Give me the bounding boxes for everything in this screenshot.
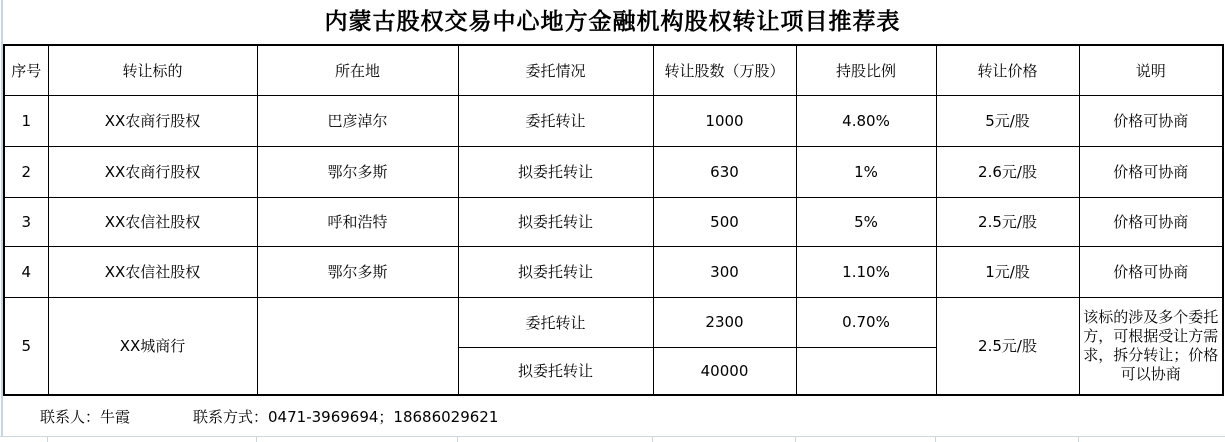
gridline — [457, 437, 458, 442]
cell-shares: 500 — [653, 197, 796, 246]
cell-shares: 40000 — [653, 347, 796, 395]
gridline — [935, 437, 936, 442]
cell-target: XX城商行 — [48, 297, 257, 395]
cell-ratio: 0.70% — [796, 297, 936, 347]
header-cell-ratio: 持股比例 — [796, 45, 936, 95]
cell-target: XX农信社股权 — [48, 246, 257, 297]
cell-price: 2.6元/股 — [936, 146, 1079, 197]
table-row — [4, 297, 1223, 347]
header-cell-no: 序号 — [4, 45, 48, 95]
cell-note: 价格可协商 — [1079, 95, 1223, 146]
cell-no: 5 — [4, 297, 48, 395]
cell-entrust: 拟委托转让 — [458, 197, 653, 246]
cell-target: XX农信社股权 — [48, 197, 257, 246]
cell-price: 1元/股 — [936, 246, 1079, 297]
cell-ratio: 4.80% — [796, 95, 936, 146]
gridline — [47, 437, 48, 442]
cell-no: 4 — [4, 246, 48, 297]
cell-price: 5元/股 — [936, 95, 1079, 146]
cell-no: 2 — [4, 146, 48, 197]
cell-no: 3 — [4, 197, 48, 246]
header-cell-note: 说明 — [1079, 45, 1223, 95]
cell-location — [257, 297, 458, 395]
transfer-table — [3, 44, 1224, 396]
header-cell-location: 所在地 — [257, 45, 458, 95]
cell-ratio: 5% — [796, 197, 936, 246]
table-row — [4, 246, 1223, 297]
cell-entrust: 拟委托转让 — [458, 246, 653, 297]
header-cell-price: 转让价格 — [936, 45, 1079, 95]
table-row — [4, 146, 1223, 197]
cell-ratio: 1% — [796, 146, 936, 197]
table-row — [4, 95, 1223, 146]
header-cell-entrust: 委托情况 — [458, 45, 653, 95]
cell-ratio — [796, 347, 936, 395]
header-cell-target: 转让标的 — [48, 45, 257, 95]
cell-shares: 2300 — [653, 297, 796, 347]
cell-entrust: 拟委托转让 — [458, 146, 653, 197]
cell-entrust: 拟委托转让 — [458, 347, 653, 395]
cell-price: 2.5元/股 — [936, 197, 1079, 246]
gridline — [256, 437, 257, 442]
cell-entrust: 委托转让 — [458, 297, 653, 347]
cell-location: 鄂尔多斯 — [257, 246, 458, 297]
cell-note: 价格可协商 — [1079, 246, 1223, 297]
cell-note: 价格可协商 — [1079, 146, 1223, 197]
gridline — [795, 437, 796, 442]
cell-shares: 630 — [653, 146, 796, 197]
gridline — [652, 437, 653, 442]
cell-location: 鄂尔多斯 — [257, 146, 458, 197]
cell-location: 巴彦淖尔 — [257, 95, 458, 146]
table-row — [4, 197, 1223, 246]
contact-phone: 联系方式：0471-3969694；18686029621 — [193, 407, 499, 426]
next-row-gridlines — [0, 436, 1225, 442]
cell-location: 呼和浩特 — [257, 197, 458, 246]
gridline — [1078, 437, 1079, 442]
cell-ratio: 1.10% — [796, 246, 936, 297]
cell-note: 该标的涉及多个委托方，可根据受让方需求，拆分转让；价格可以协商 — [1079, 297, 1223, 395]
contact-person: 联系人：牛霞 — [40, 407, 131, 426]
cell-shares: 1000 — [653, 95, 796, 146]
header-row — [4, 45, 1223, 95]
contact-row — [3, 396, 1222, 436]
cell-price: 2.5元/股 — [936, 297, 1079, 395]
page-title: 内蒙古股权交易中心地方金融机构股权转让项目推荐表 — [324, 9, 901, 35]
cell-target: XX农商行股权 — [48, 95, 257, 146]
cell-shares: 300 — [653, 246, 796, 297]
header-cell-shares: 转让股数（万股） — [653, 45, 796, 95]
cell-note: 价格可协商 — [1079, 197, 1223, 246]
cell-target: XX农商行股权 — [48, 146, 257, 197]
cell-no: 1 — [4, 95, 48, 146]
cell-entrust: 委托转让 — [458, 95, 653, 146]
